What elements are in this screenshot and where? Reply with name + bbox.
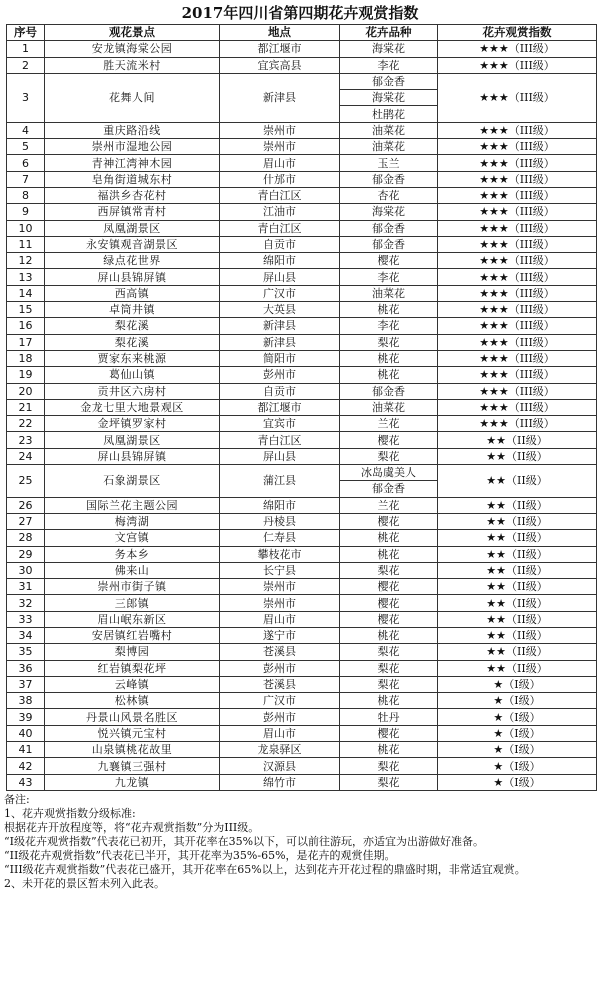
note-line: 备注: — [4, 793, 30, 806]
row-rating: ★（I级） — [438, 693, 597, 709]
row-index: 7 — [7, 171, 45, 187]
table-row — [7, 758, 597, 774]
row-rating: ★★（II级） — [438, 432, 597, 448]
row-place: 新津县 — [220, 318, 340, 334]
row-spot: 佛来山 — [45, 562, 220, 578]
row-place: 崇州市 — [220, 579, 340, 595]
row-place: 都江堰市 — [220, 399, 340, 415]
row-spot: 崇州市街子镇 — [45, 579, 220, 595]
row-flower: 桃花 — [340, 546, 438, 562]
table-row — [7, 562, 597, 578]
row-place: 丹棱县 — [220, 513, 340, 529]
row-place: 汉源县 — [220, 758, 340, 774]
row-flower: 桃花 — [340, 742, 438, 758]
row-flower: 樱花 — [340, 611, 438, 627]
header-spot: 观花景点 — [45, 25, 220, 41]
header-rating: 花卉观赏指数 — [438, 25, 597, 41]
table-row — [7, 579, 597, 595]
row-rating: ★★★（III级） — [438, 187, 597, 203]
row-rating: ★（I级） — [438, 758, 597, 774]
row-spot: 皂角街道城东村 — [45, 171, 220, 187]
row-spot: 凤凰湖景区 — [45, 432, 220, 448]
table-row — [7, 497, 597, 513]
row-flower: 玉兰 — [340, 155, 438, 171]
row-rating: ★★★（III级） — [438, 73, 597, 122]
row-index: 19 — [7, 367, 45, 383]
row-rating: ★★★（III级） — [438, 285, 597, 301]
row-index: 13 — [7, 269, 45, 285]
row-place: 绵阳市 — [220, 497, 340, 513]
row-spot: 葛仙山镇 — [45, 367, 220, 383]
row-place: 遂宁市 — [220, 627, 340, 643]
table-row — [7, 530, 597, 546]
row-place: 屏山县 — [220, 448, 340, 464]
row-rating: ★★★（III级） — [438, 383, 597, 399]
header-index: 序号 — [7, 25, 45, 41]
row-flower: 梨花 — [340, 562, 438, 578]
row-rating: ★★★（III级） — [438, 318, 597, 334]
row-rating: ★★（II级） — [438, 579, 597, 595]
row-flower: 梨花 — [340, 676, 438, 692]
row-place: 苍溪县 — [220, 644, 340, 660]
row-flower: 梨花 — [340, 774, 438, 790]
row-spot: 永安镇观音湖景区 — [45, 236, 220, 252]
note-line: “III级花卉观赏指数”代表花已盛开，其开花率在65%以上，达到花卉开花过程的鼎盛时期，非常适宜观赏。 — [4, 863, 526, 876]
table-row — [7, 269, 597, 285]
row-index: 5 — [7, 139, 45, 155]
row-rating: ★★★（III级） — [438, 236, 597, 252]
row-flower: 牡丹 — [340, 709, 438, 725]
row-index: 12 — [7, 253, 45, 269]
row-flower: 海棠花 — [340, 90, 438, 106]
row-index: 20 — [7, 383, 45, 399]
table-body — [7, 41, 597, 791]
table-row — [7, 416, 597, 432]
row-index: 34 — [7, 627, 45, 643]
row-index: 6 — [7, 155, 45, 171]
note-line: 根据花卉开放程度等，将“花卉观赏指数”分为III级。 — [4, 821, 260, 834]
row-index: 26 — [7, 497, 45, 513]
row-index: 16 — [7, 318, 45, 334]
row-place: 眉山市 — [220, 725, 340, 741]
row-spot: 绿点花世界 — [45, 253, 220, 269]
row-spot: 卓筒井镇 — [45, 302, 220, 318]
table-row — [7, 660, 597, 676]
row-place: 屏山县 — [220, 269, 340, 285]
row-flower: 李花 — [340, 318, 438, 334]
row-flower: 樱花 — [340, 432, 438, 448]
row-place: 都江堰市 — [220, 41, 340, 57]
row-place: 崇州市 — [220, 122, 340, 138]
row-index: 30 — [7, 562, 45, 578]
table-row — [7, 334, 597, 350]
table-row — [7, 709, 597, 725]
row-flower: 油菜花 — [340, 285, 438, 301]
row-place: 绵阳市 — [220, 253, 340, 269]
table-header-row — [7, 25, 597, 41]
row-spot: 文宫镇 — [45, 530, 220, 546]
row-spot: 安居镇红岩嘴村 — [45, 627, 220, 643]
row-rating: ★★（II级） — [438, 497, 597, 513]
row-flower: 杜鹃花 — [340, 106, 438, 122]
table-row — [7, 644, 597, 660]
row-spot: 金龙七里大地景观区 — [45, 399, 220, 415]
row-place: 自贡市 — [220, 236, 340, 252]
row-rating: ★★★（III级） — [438, 155, 597, 171]
table-row — [7, 350, 597, 366]
row-flower: 油菜花 — [340, 122, 438, 138]
row-rating: ★★★（III级） — [438, 367, 597, 383]
row-flower: 海棠花 — [340, 204, 438, 220]
row-spot: 安龙镇海棠公园 — [45, 41, 220, 57]
row-spot: 云峰镇 — [45, 676, 220, 692]
row-spot: 梅湾湖 — [45, 513, 220, 529]
table-row — [7, 383, 597, 399]
row-place: 新津县 — [220, 73, 340, 122]
row-index: 43 — [7, 774, 45, 790]
row-index: 17 — [7, 334, 45, 350]
row-index: 22 — [7, 416, 45, 432]
row-flower: 樱花 — [340, 579, 438, 595]
note-line: 2、未开花的景区暂未列入此表。 — [4, 877, 165, 890]
row-place: 眉山市 — [220, 611, 340, 627]
table-row — [7, 367, 597, 383]
row-index: 4 — [7, 122, 45, 138]
row-index: 32 — [7, 595, 45, 611]
row-index: 3 — [7, 73, 45, 122]
row-rating: ★★★（III级） — [438, 171, 597, 187]
table-row — [7, 204, 597, 220]
row-flower: 郁金香 — [340, 383, 438, 399]
row-rating: ★★★（III级） — [438, 57, 597, 73]
row-flower: 兰花 — [340, 497, 438, 513]
row-place: 蒲江县 — [220, 465, 340, 498]
table-row — [7, 171, 597, 187]
row-spot: 重庆路沿线 — [45, 122, 220, 138]
row-place: 绵竹市 — [220, 774, 340, 790]
table-row — [7, 236, 597, 252]
table-row — [7, 73, 597, 89]
row-flower: 梨花 — [340, 644, 438, 660]
table-row — [7, 318, 597, 334]
row-place: 江油市 — [220, 204, 340, 220]
row-rating: ★（I级） — [438, 676, 597, 692]
row-place: 什邡市 — [220, 171, 340, 187]
row-spot: 石象湖景区 — [45, 465, 220, 498]
row-flower: 樱花 — [340, 513, 438, 529]
table-row — [7, 285, 597, 301]
row-place: 仁寿县 — [220, 530, 340, 546]
row-index: 39 — [7, 709, 45, 725]
row-index: 35 — [7, 644, 45, 660]
row-flower: 海棠花 — [340, 41, 438, 57]
table-row — [7, 546, 597, 562]
row-flower: 李花 — [340, 57, 438, 73]
row-index: 41 — [7, 742, 45, 758]
row-place: 眉山市 — [220, 155, 340, 171]
row-place: 崇州市 — [220, 595, 340, 611]
row-flower: 郁金香 — [340, 220, 438, 236]
row-flower: 梨花 — [340, 448, 438, 464]
table-row — [7, 399, 597, 415]
table-row — [7, 187, 597, 203]
row-spot: 松林镇 — [45, 693, 220, 709]
row-rating: ★★★（III级） — [438, 416, 597, 432]
row-flower: 兰花 — [340, 416, 438, 432]
row-flower: 冰岛虞美人 — [340, 465, 438, 481]
row-spot: 梨花溪 — [45, 334, 220, 350]
row-flower: 梨花 — [340, 758, 438, 774]
row-flower: 李花 — [340, 269, 438, 285]
row-index: 37 — [7, 676, 45, 692]
row-index: 29 — [7, 546, 45, 562]
row-index: 10 — [7, 220, 45, 236]
row-place: 攀枝花市 — [220, 546, 340, 562]
row-flower: 油菜花 — [340, 399, 438, 415]
note-line: “I级花卉观赏指数”代表花已初开，其开花率在35%以下，可以前往游玩，亦适宜为出游做好准备。 — [4, 835, 485, 848]
row-index: 36 — [7, 660, 45, 676]
row-index: 28 — [7, 530, 45, 546]
row-rating: ★★★（III级） — [438, 204, 597, 220]
row-spot: 福洪乡杏花村 — [45, 187, 220, 203]
row-spot: 青神江湾神木园 — [45, 155, 220, 171]
table-row — [7, 41, 597, 57]
row-flower: 郁金香 — [340, 171, 438, 187]
row-flower: 桃花 — [340, 367, 438, 383]
notes-section — [4, 793, 596, 891]
note-line: 1、花卉观赏指数分级标准: — [4, 807, 136, 820]
row-index: 31 — [7, 579, 45, 595]
row-place: 彭州市 — [220, 660, 340, 676]
row-rating: ★★★（III级） — [438, 269, 597, 285]
row-index: 25 — [7, 465, 45, 498]
row-rating: ★★（II级） — [438, 546, 597, 562]
row-index: 2 — [7, 57, 45, 73]
table-row — [7, 774, 597, 790]
row-place: 宜宾市 — [220, 416, 340, 432]
row-spot: 眉山岷东新区 — [45, 611, 220, 627]
row-rating: ★★★（III级） — [438, 41, 597, 57]
row-rating: ★★★（III级） — [438, 253, 597, 269]
row-rating: ★★（II级） — [438, 644, 597, 660]
row-flower: 樱花 — [340, 595, 438, 611]
row-place: 简阳市 — [220, 350, 340, 366]
row-index: 18 — [7, 350, 45, 366]
row-spot: 贾家东来桃源 — [45, 350, 220, 366]
row-rating: ★★★（III级） — [438, 139, 597, 155]
row-index: 33 — [7, 611, 45, 627]
row-spot: 梨花溪 — [45, 318, 220, 334]
table-row — [7, 139, 597, 155]
row-rating: ★★（II级） — [438, 513, 597, 529]
table-row — [7, 122, 597, 138]
row-place: 崇州市 — [220, 139, 340, 155]
row-flower: 桃花 — [340, 693, 438, 709]
row-rating: ★（I级） — [438, 742, 597, 758]
row-index: 8 — [7, 187, 45, 203]
row-spot: 山泉镇桃花故里 — [45, 742, 220, 758]
row-rating: ★★（II级） — [438, 595, 597, 611]
table-row — [7, 57, 597, 73]
row-rating: ★★（II级） — [438, 627, 597, 643]
row-place: 彭州市 — [220, 709, 340, 725]
row-place: 自贡市 — [220, 383, 340, 399]
row-spot: 九襄镇三强村 — [45, 758, 220, 774]
flower-index-table — [6, 24, 597, 791]
row-spot: 屏山县锦屏镇 — [45, 448, 220, 464]
row-spot: 金坪镇罗家村 — [45, 416, 220, 432]
table-row — [7, 253, 597, 269]
row-spot: 悦兴镇元宝村 — [45, 725, 220, 741]
table-row — [7, 448, 597, 464]
row-place: 广汉市 — [220, 285, 340, 301]
header-place: 地点 — [220, 25, 340, 41]
row-index: 27 — [7, 513, 45, 529]
row-rating: ★（I级） — [438, 725, 597, 741]
row-place: 青白江区 — [220, 432, 340, 448]
row-spot: 红岩镇梨花坪 — [45, 660, 220, 676]
table-row — [7, 302, 597, 318]
page-title: 2017年四川省第四期花卉观赏指数 — [181, 4, 419, 22]
row-rating: ★★（II级） — [438, 562, 597, 578]
row-spot: 西高镇 — [45, 285, 220, 301]
row-index: 42 — [7, 758, 45, 774]
row-rating: ★★（II级） — [438, 448, 597, 464]
row-rating: ★★（II级） — [438, 530, 597, 546]
note-line: “II级花卉观赏指数”代表花已半开，其开花率为35%-65%，是花卉的观赏佳期。 — [4, 849, 396, 862]
row-flower: 郁金香 — [340, 73, 438, 89]
row-flower: 杏花 — [340, 187, 438, 203]
table-row — [7, 725, 597, 741]
row-rating: ★（I级） — [438, 709, 597, 725]
row-place: 龙泉驿区 — [220, 742, 340, 758]
row-index: 14 — [7, 285, 45, 301]
row-place: 长宁县 — [220, 562, 340, 578]
row-rating: ★★（II级） — [438, 660, 597, 676]
row-rating: ★★★（III级） — [438, 334, 597, 350]
row-rating: ★★（II级） — [438, 465, 597, 498]
row-place: 彭州市 — [220, 367, 340, 383]
row-place: 大英县 — [220, 302, 340, 318]
row-place: 青白江区 — [220, 220, 340, 236]
table-row — [7, 595, 597, 611]
header-flower: 花卉品种 — [340, 25, 438, 41]
row-index: 15 — [7, 302, 45, 318]
table-row — [7, 465, 597, 481]
table-row — [7, 693, 597, 709]
row-index: 23 — [7, 432, 45, 448]
row-spot: 三郎镇 — [45, 595, 220, 611]
row-spot: 胜天流米村 — [45, 57, 220, 73]
row-place: 新津县 — [220, 334, 340, 350]
row-spot: 务本乡 — [45, 546, 220, 562]
row-spot: 九龙镇 — [45, 774, 220, 790]
table-row — [7, 155, 597, 171]
row-place: 青白江区 — [220, 187, 340, 203]
row-flower: 桃花 — [340, 530, 438, 546]
row-rating: ★★★（III级） — [438, 302, 597, 318]
row-flower: 梨花 — [340, 334, 438, 350]
row-index: 11 — [7, 236, 45, 252]
row-flower: 油菜花 — [340, 139, 438, 155]
row-place: 广汉市 — [220, 693, 340, 709]
row-rating: ★★★（III级） — [438, 122, 597, 138]
table-row — [7, 513, 597, 529]
row-spot: 西屏镇常青村 — [45, 204, 220, 220]
row-spot: 花舞人间 — [45, 73, 220, 122]
table-row — [7, 611, 597, 627]
row-spot: 崇州市湿地公园 — [45, 139, 220, 155]
table-row — [7, 627, 597, 643]
row-flower: 梨花 — [340, 660, 438, 676]
row-rating: ★★（II级） — [438, 611, 597, 627]
table-row — [7, 676, 597, 692]
row-flower: 桃花 — [340, 302, 438, 318]
row-spot: 梨博园 — [45, 644, 220, 660]
row-index: 9 — [7, 204, 45, 220]
table-row — [7, 432, 597, 448]
row-index: 38 — [7, 693, 45, 709]
row-spot: 丹景山风景名胜区 — [45, 709, 220, 725]
row-rating: ★★★（III级） — [438, 350, 597, 366]
row-rating: ★★★（III级） — [438, 220, 597, 236]
row-rating: ★★★（III级） — [438, 399, 597, 415]
table-row — [7, 742, 597, 758]
row-flower: 郁金香 — [340, 481, 438, 497]
row-place: 宜宾高县 — [220, 57, 340, 73]
row-rating: ★（I级） — [438, 774, 597, 790]
row-index: 24 — [7, 448, 45, 464]
row-flower: 桃花 — [340, 627, 438, 643]
row-flower: 樱花 — [340, 725, 438, 741]
row-index: 1 — [7, 41, 45, 57]
row-index: 40 — [7, 725, 45, 741]
row-spot: 国际兰花主题公园 — [45, 497, 220, 513]
row-spot: 屏山县锦屏镇 — [45, 269, 220, 285]
row-flower: 郁金香 — [340, 236, 438, 252]
row-flower: 桃花 — [340, 350, 438, 366]
row-index: 21 — [7, 399, 45, 415]
row-spot: 贡井区六房村 — [45, 383, 220, 399]
row-place: 苍溪县 — [220, 676, 340, 692]
table-row — [7, 220, 597, 236]
row-spot: 凤凰湖景区 — [45, 220, 220, 236]
row-flower: 樱花 — [340, 253, 438, 269]
